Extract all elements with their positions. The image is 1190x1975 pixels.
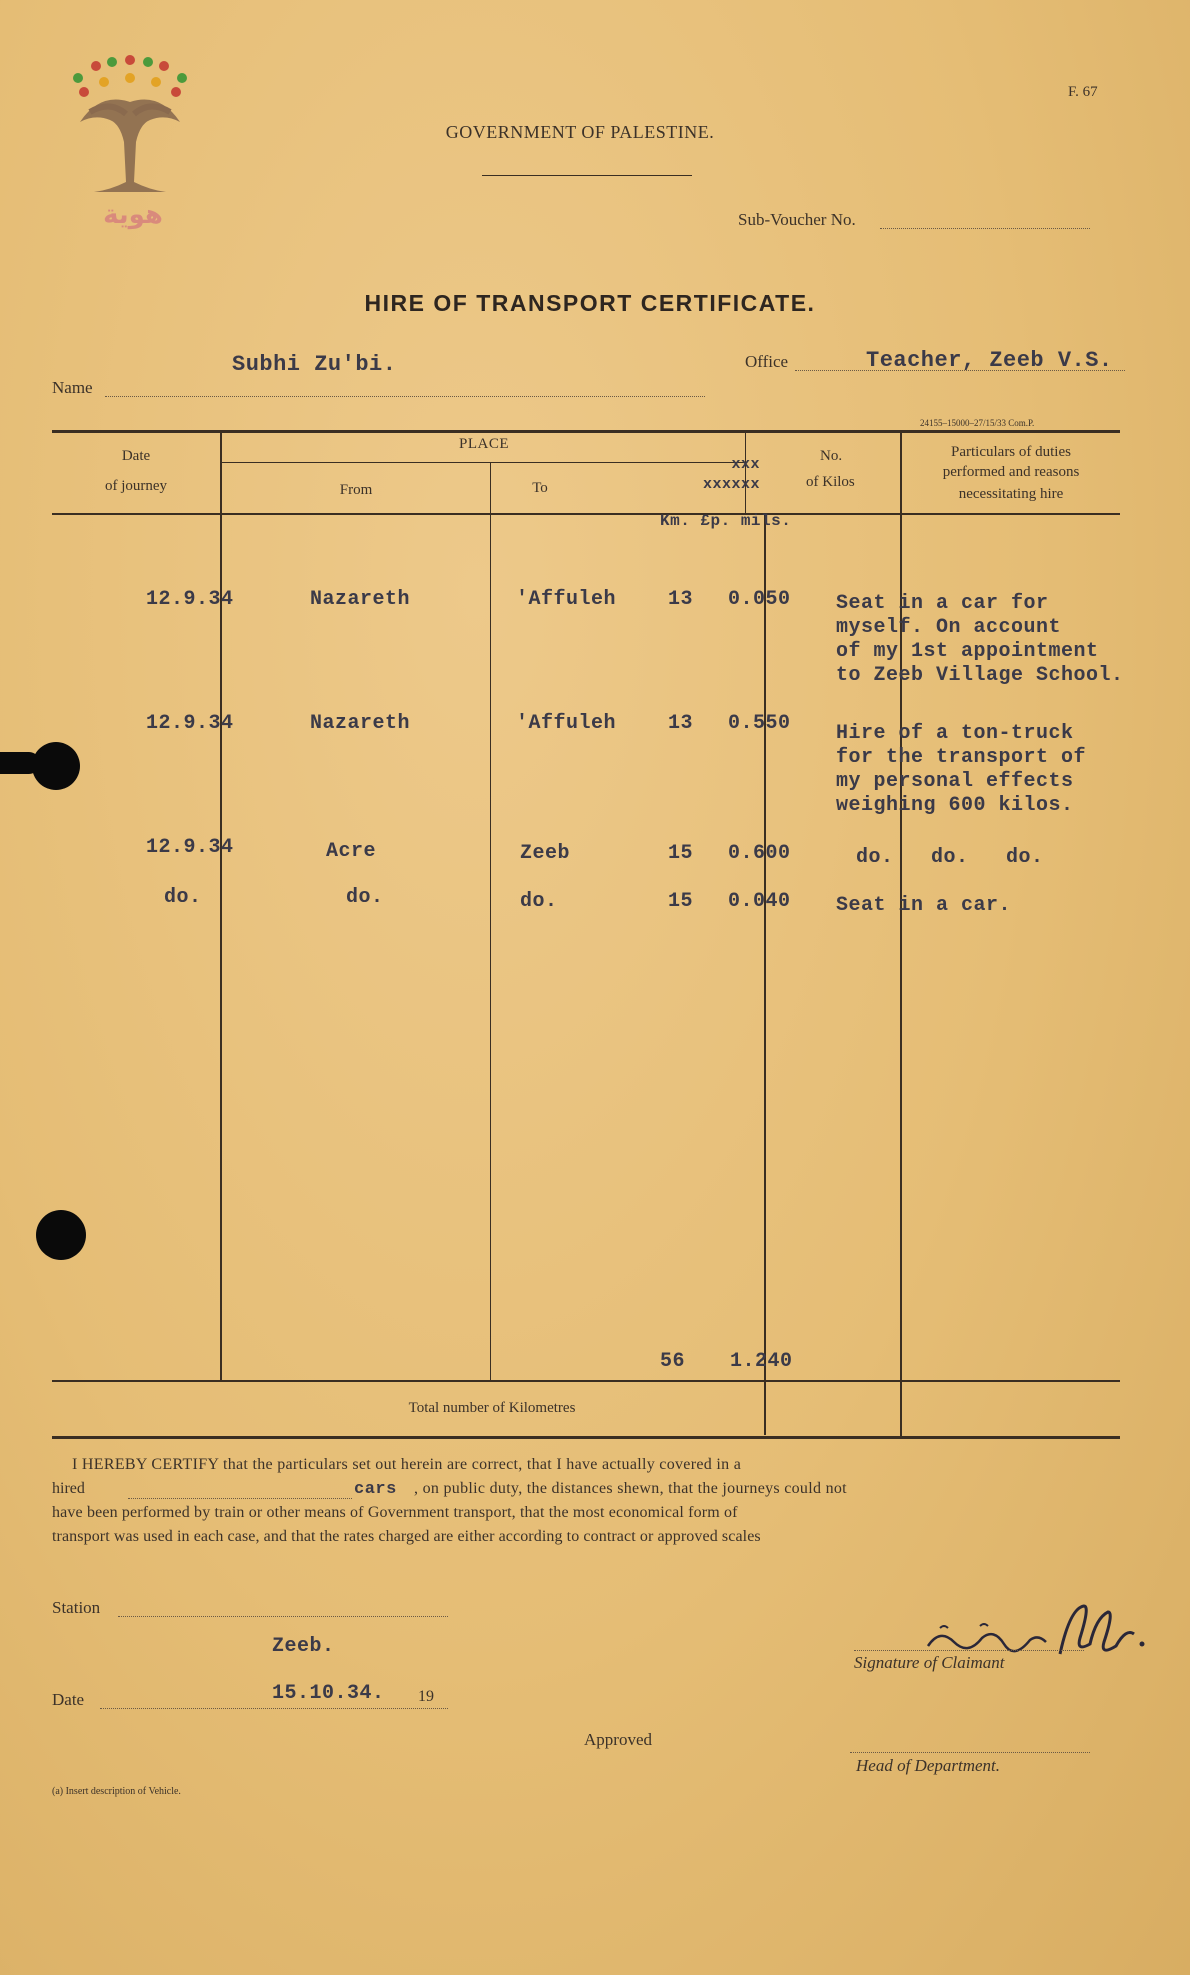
col-amount-divider [764, 515, 766, 1435]
row-4-particulars-1: Seat in a car. [836, 894, 1012, 917]
col-particulars-divider [900, 432, 902, 1437]
head-signature-line [850, 1752, 1090, 1753]
header-from: From [339, 482, 373, 498]
row-1-km: 13 [668, 588, 694, 611]
station-label: Station [52, 1598, 101, 1617]
row-1-from: Nazareth [310, 588, 411, 611]
signature-label: Signature of Claimant [854, 1650, 1084, 1673]
row-1-particulars-3: of my 1st appointment [836, 640, 1099, 663]
footnote: (a) Insert description of Vehicle. [52, 1786, 181, 1797]
col-date-divider [220, 432, 222, 1382]
row-1-particulars-4: to Zeeb Village School. [836, 664, 1124, 687]
header-of-kilos: of Kilos [806, 474, 855, 490]
header-bottom-rule [52, 513, 1120, 515]
row-4-to: do. [520, 890, 558, 913]
name-value: Subhi Zu'bi. [232, 352, 397, 377]
certificate-title: HIRE OF TRANSPORT CERTIFICATE. [364, 290, 816, 316]
row-3-date: 12.9.34 [146, 836, 234, 859]
row-1-particulars-2: myself. On account [836, 616, 1062, 639]
date-value: 15.10.34. [272, 1682, 385, 1705]
row-4-from: do. [346, 886, 384, 909]
header-kilos-typed: xxx xxxxxx [702, 456, 760, 493]
punch-hole-tear [0, 752, 40, 774]
table-top-rule [52, 430, 1120, 433]
row-1-date: 12.9.34 [146, 588, 234, 611]
place-rule [222, 462, 746, 463]
row-1-to: 'Affuleh [516, 588, 617, 611]
certify-line-2-a: hired [52, 1480, 85, 1497]
total-top-rule [52, 1380, 1120, 1382]
row-2-particulars-1: Hire of a ton-truck [836, 722, 1074, 745]
total-km: 56 [660, 1350, 686, 1373]
row-3-amount: 0.600 [728, 842, 791, 865]
heading-rule [482, 175, 692, 176]
vehicle-field-line [128, 1498, 352, 1499]
logo-text: هوية [103, 200, 163, 230]
total-label: Total number of Kilometres [408, 1400, 576, 1416]
row-3-particulars-1: do. do. do. [856, 846, 1044, 869]
col-from-divider [490, 462, 491, 1382]
row-2-particulars-4: weighing 600 kilos. [836, 794, 1074, 817]
row-3-km: 15 [668, 842, 694, 865]
row-4-amount: 0.040 [728, 890, 791, 913]
date-label: Date [52, 1690, 85, 1709]
row-1-particulars-1: Seat in a car for [836, 592, 1049, 615]
print-reference: 24155–15000–27/15/33 Com.P. [920, 418, 1035, 428]
header-no: No. [820, 448, 843, 464]
date-field-line [100, 1708, 448, 1709]
office-label: Office [745, 352, 789, 371]
name-field-line [105, 396, 705, 397]
total-amount: 1.240 [730, 1350, 793, 1373]
header-date-sub: of journey [104, 478, 168, 494]
certify-line-4: transport was used in each case, and that the rates charged are either according to contract or approved scales [52, 1528, 761, 1545]
certify-line-2-b: , on public duty, the distances shewn, that the journeys could not [414, 1480, 847, 1497]
office-value: Teacher, Zeeb V.S. [866, 348, 1113, 373]
header-particulars-3: necessitating hire [958, 486, 1064, 502]
row-2-date: 12.9.34 [146, 712, 234, 735]
head-of-department-label: Head of Department. [856, 1756, 1001, 1775]
row-3-from: Acre [326, 840, 377, 863]
government-heading: GOVERNMENT OF PALESTINE. [445, 122, 715, 142]
row-1-amount: 0.050 [728, 588, 791, 611]
approved-label: Approved [584, 1730, 652, 1749]
row-2-amount: 0.550 [728, 712, 791, 735]
name-label: Name [52, 378, 93, 397]
row-4-date: do. [164, 886, 202, 909]
header-to: To [532, 480, 548, 496]
row-2-to: 'Affuleh [516, 712, 617, 735]
vehicle-value: cars [354, 1480, 397, 1499]
table-bottom-rule [52, 1436, 1120, 1439]
row-2-particulars-2: for the transport of [836, 746, 1087, 769]
header-particulars-1: Particulars of duties [951, 444, 1071, 460]
row-2-from: Nazareth [310, 712, 411, 735]
row-4-km: 15 [668, 890, 694, 913]
station-field-line [118, 1616, 448, 1617]
header-km-line: Km. £p. mils. [660, 512, 792, 530]
station-value: Zeeb. [272, 1635, 335, 1658]
row-2-km: 13 [668, 712, 694, 735]
sub-voucher-field[interactable] [880, 228, 1090, 229]
form-number: F. 67 [1068, 84, 1098, 100]
header-particulars-2: performed and reasons [942, 464, 1080, 480]
date-suffix: 19 [418, 1688, 434, 1705]
header-date: Date [121, 448, 151, 464]
certify-line-3: have been performed by train or other means of Government transport, that the most economical form of [52, 1504, 738, 1521]
family-tree-logo [70, 52, 190, 262]
row-3-to: Zeeb [520, 842, 571, 865]
certify-line-1: I HEREBY CERTIFY that the particulars set out herein are correct, that I have actually covered in a [72, 1456, 742, 1473]
punch-hole-bottom [36, 1210, 86, 1260]
header-place: PLACE [458, 436, 509, 452]
sub-voucher-label: Sub-Voucher No. [738, 210, 856, 229]
tree-icon [70, 52, 190, 262]
row-2-particulars-3: my personal effects [836, 770, 1074, 793]
